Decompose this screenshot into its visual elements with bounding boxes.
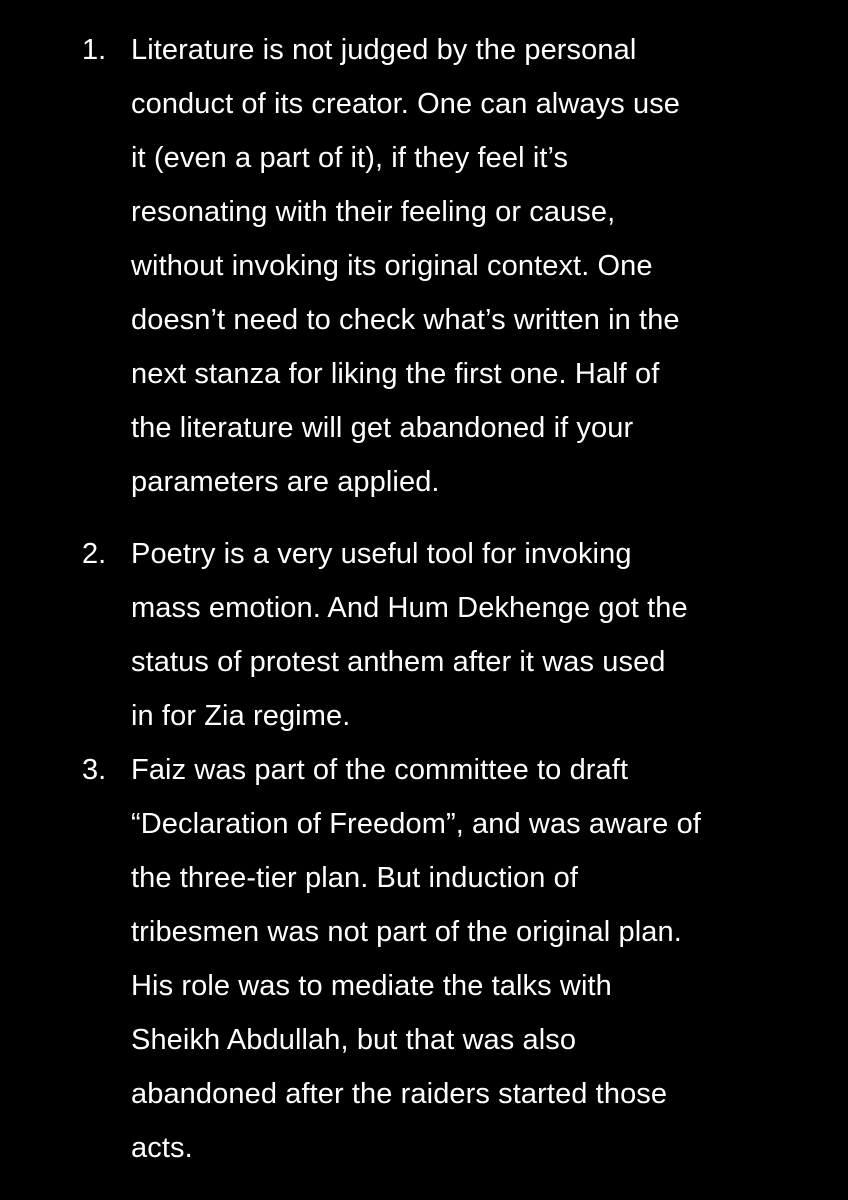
list-item-line: without invoking its original context. One — [131, 250, 653, 282]
list-item-line: next stanza for liking the first one. Half of — [131, 358, 660, 390]
list-item-marker: 1. — [82, 34, 107, 66]
list-item-line: abandoned after the raiders started those — [131, 1078, 668, 1110]
list-item-line: parameters are applied. — [131, 466, 440, 498]
list-item-line: Faiz was part of the committee to draft — [131, 754, 629, 786]
list-item-line: Sheikh Abdullah, but that was also — [131, 1024, 577, 1056]
list-item-line: Literature is not judged by the personal — [131, 34, 637, 66]
list-item-line: “Declaration of Freedom”, and was aware of — [131, 808, 701, 840]
list-item-line: acts. — [131, 1132, 193, 1164]
list-item-line: it (even a part of it), if they feel it’s — [131, 142, 569, 174]
list-item-line: in for Zia regime. — [131, 700, 351, 732]
list-item-marker: 3. — [82, 754, 107, 786]
list-item-line: doesn’t need to check what’s written in the — [131, 304, 680, 336]
list-item-line: Poetry is a very useful tool for invoking — [131, 538, 632, 570]
list-item-line: tribesmen was not part of the original plan. — [131, 916, 682, 948]
list-item-line: His role was to mediate the talks with — [131, 970, 612, 1002]
list-item-marker: 2. — [82, 538, 107, 570]
list-item-line: mass emotion. And Hum Dekhenge got the — [131, 592, 688, 624]
list-item-line: status of protest anthem after it was used — [131, 646, 666, 678]
list-item-line: conduct of its creator. One can always use — [131, 88, 681, 120]
list-item-line: the three-tier plan. But induction of — [131, 862, 579, 894]
list-item-line: resonating with their feeling or cause, — [131, 196, 616, 228]
list-item-line: the literature will get abandoned if your — [131, 412, 634, 444]
